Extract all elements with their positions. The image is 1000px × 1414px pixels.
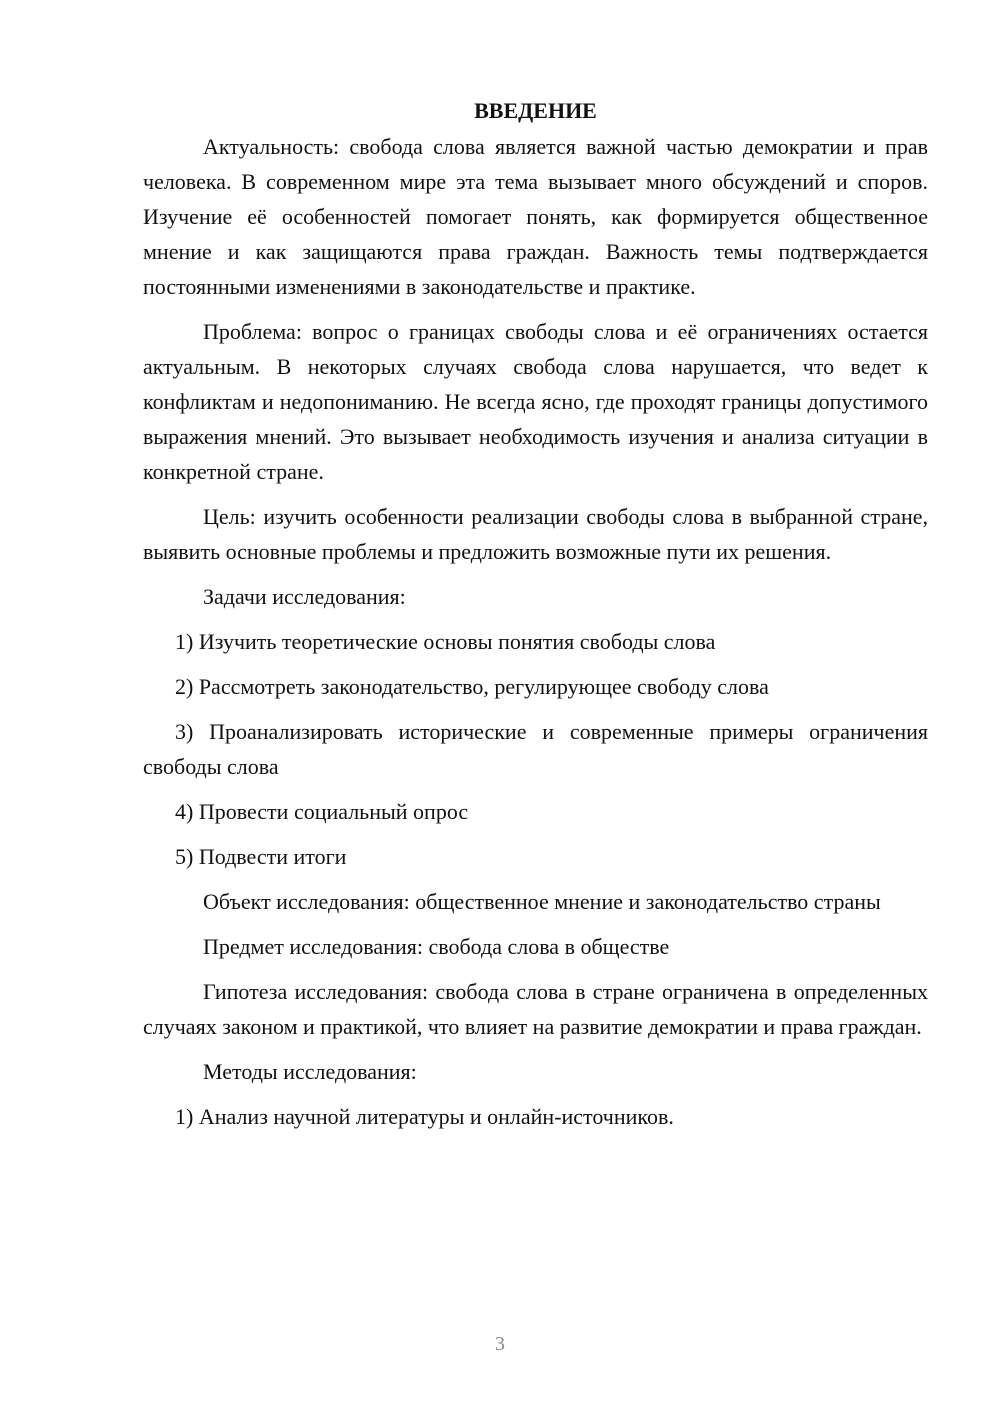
relevance-paragraph: Актуальность: свобода слова является важной частью демократии и прав человека. В современном мире эта тема вызывает много обсуждений и споров. Изучение её особенностей помогает понять, как формируется общественное мнение и как защищаются права граждан. Важность темы подтверждается постоянными изменениями в законодательстве и практике. bbox=[143, 134, 928, 299]
methods-heading: Методы исследования: bbox=[203, 1059, 417, 1084]
tasks-heading: Задачи исследования: bbox=[203, 584, 406, 609]
list-item: 2) Рассмотреть законодательство, регулирующее свободу слова bbox=[175, 674, 769, 699]
goal-paragraph: Цель: изучить особенности реализации свободы слова в выбранной стране, выявить основные проблемы и предложить возможные пути их решения. bbox=[143, 504, 928, 564]
page-title: ВВЕДЕНИЕ bbox=[474, 98, 597, 123]
list-item: 4) Провести социальный опрос bbox=[175, 799, 469, 824]
subject-paragraph: Предмет исследования: свобода слова в обществе bbox=[203, 934, 670, 959]
object-paragraph: Объект исследования: общественное мнение и законодательство страны bbox=[203, 889, 881, 914]
problem-paragraph: Проблема: вопрос о границах свободы слова и её ограничениях остается актуальным. В некоторых случаях свобода слова нарушается, что ведет к конфликтам и недопониманию. Не всегда ясно, где проходят границы допустимого выражения мнений. Это вызывает необходимость изучения и анализа ситуации в конкретной стране. bbox=[143, 319, 928, 484]
hypothesis-paragraph: Гипотеза исследования: свобода слова в стране ограничена в определенных случаях законом и практикой, что влияет на развитие демократии и права граждан. bbox=[143, 979, 928, 1039]
list-item: 3) Проанализировать исторические и современные примеры ограничения свободы слова bbox=[143, 719, 928, 779]
list-item: 1) Изучить теоретические основы понятия свободы слова bbox=[175, 629, 716, 654]
document-page bbox=[143, 93, 928, 1144]
list-item: 5) Подвести итоги bbox=[175, 844, 347, 869]
page-number: 3 bbox=[495, 1333, 505, 1355]
list-item: 1) Анализ научной литературы и онлайн-источников. bbox=[175, 1104, 674, 1129]
